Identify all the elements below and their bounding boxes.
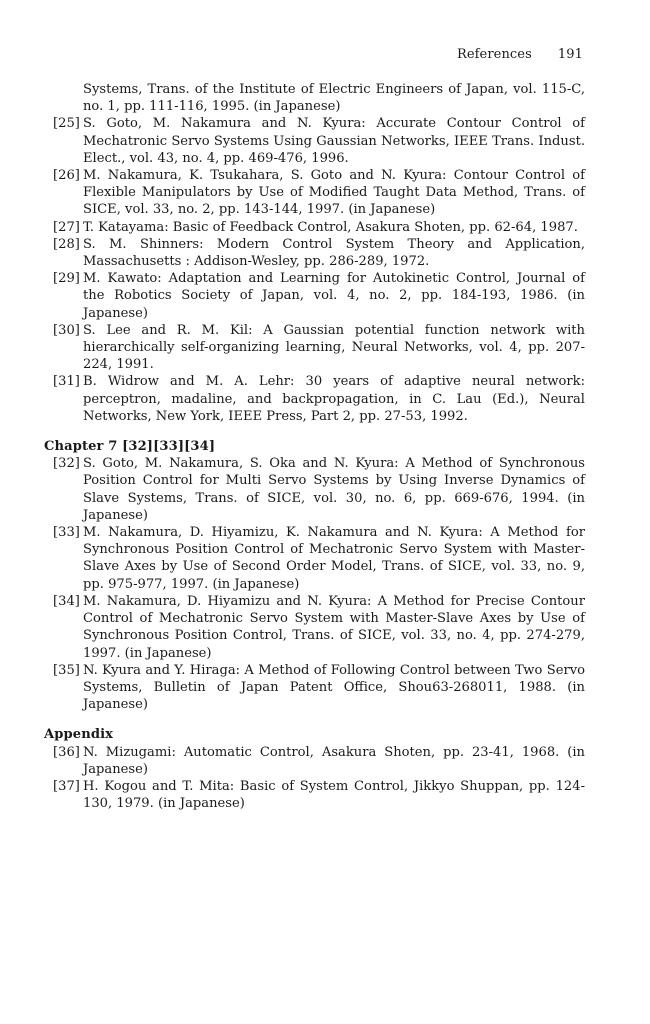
- reference-number: [31]: [53, 374, 80, 390]
- reference-continued: Systems, Trans. of the Institute of Electric Engineers of Japan, vol. 115-C, no. 1, pp. 111-116, 1995. (in Japanese): [83, 82, 585, 115]
- reference-number: [25]: [53, 116, 80, 132]
- reference-text: S. Goto, M. Nakamura, S. Oka and N. Kyura: A Method of Synchronous Position Control for Multi Servo Systems by Using Inverse Dynamics of Slave Systems, Trans. of SICE, vol. 30, no. 6, pp. 669-676, 1994. (in Japanese): [83, 456, 585, 523]
- reference-item: [44, 167, 585, 219]
- reference-item: [44, 115, 585, 167]
- reference-number: [35]: [53, 662, 80, 678]
- reference-item: [44, 593, 585, 662]
- reference-list: [44, 81, 585, 812]
- section-heading-appendix: Appendix: [44, 727, 114, 743]
- reference-number: [29]: [53, 271, 80, 287]
- reference-number: [33]: [53, 525, 80, 541]
- reference-number: [36]: [53, 744, 80, 760]
- reference-item: [44, 524, 585, 593]
- reference-item: [44, 236, 585, 270]
- reference-item: [44, 322, 585, 374]
- reference-number: [27]: [53, 219, 80, 235]
- running-head-title: References: [456, 47, 532, 62]
- reference-text: S. M. Shinners: Modern Control System Theory and Application, Massachusetts : Addison-Wesley, pp. 286-289, 1972.: [83, 236, 585, 270]
- reference-text: B. Widrow and M. A. Lehr: 30 years of adaptive neural network: perceptron, madaline, and backpropagation, in C. Lau (Ed.), Neural Networks, New York, IEEE Press, Part 2, pp. 27-53, 1992.: [83, 374, 585, 424]
- reference-number: [26]: [53, 168, 80, 184]
- reference-text: M. Nakamura, D. Hiyamizu and N. Kyura: A Method for Precise Contour Control of Mechatronic Servo System with Master-Slave Axes by Use of Synchronous Position Control, Trans. of SICE, vol. 33, no. 4, pp. 274-279, 1997. (in Japanese): [83, 593, 585, 661]
- reference-number: [28]: [53, 236, 80, 252]
- reference-number: [34]: [53, 593, 80, 609]
- page-number: 191: [557, 47, 583, 62]
- reference-text: M. Nakamura, D. Hiyamizu, K. Nakamura and N. Kyura: A Method for Synchronous Position Control of Mechatronic Servo System with Master-Slave Axes by Use of Second Order Model, Trans. of SICE, vol. 33, no. 9, pp. 975-977, 1997. (in Japanese): [83, 525, 585, 592]
- reference-item: [44, 270, 585, 322]
- running-head: [457, 47, 583, 62]
- reference-item: [44, 662, 585, 714]
- reference-text: S. Goto, M. Nakamura and N. Kyura: Accurate Contour Control of Mechatronic Servo Systems Using Gaussian Networks, IEEE Trans. Indust. Elect., vol. 43, no. 4, pp. 469-476, 1996.: [83, 116, 585, 166]
- section-heading-chapter-7: Chapter 7 [32][33][34]: [44, 439, 216, 455]
- reference-text: S. Lee and R. M. Kil: A Gaussian potential function network with hierarchically self-organizing learning, Neural Networks, vol. 4, pp. 207-224, 1991.: [83, 322, 585, 373]
- reference-number: [32]: [53, 456, 80, 472]
- reference-item: [44, 455, 585, 524]
- reference-item: [44, 778, 585, 812]
- reference-text: M. Nakamura, K. Tsukahara, S. Goto and N. Kyura: Contour Control of Flexible Manipulators by Use of Modified Taught Data Method, Trans. of SICE, vol. 33, no. 2, pp. 143-144, 1997. (in Japanese): [83, 168, 585, 218]
- reference-text: N. Mizugami: Automatic Control, Asakura Shoten, pp. 23-41, 1968. (in Japanese): [83, 744, 585, 777]
- reference-text: T. Katayama: Basic of Feedback Control, Asakura Shoten, pp. 62-64, 1987.: [83, 219, 578, 235]
- reference-text: H. Kogou and T. Mita: Basic of System Control, Jikkyo Shuppan, pp. 124-130, 1979. (in Japanese): [83, 778, 585, 812]
- reference-item: [44, 373, 585, 425]
- reference-text: M. Kawato: Adaptation and Learning for Autokinetic Control, Journal of the Robotics Society of Japan, vol. 4, no. 2, pp. 184-193, 1986. (in Japanese): [83, 271, 585, 321]
- reference-number: [30]: [53, 322, 80, 338]
- reference-item: [44, 744, 585, 778]
- reference-number: [37]: [53, 778, 80, 794]
- reference-text: N. Kyura and Y. Hiraga: A Method of Following Control between Two Servo Systems, Bulletin of Japan Patent Office, Shou63-268011, 1988. (in Japanese): [83, 662, 585, 713]
- reference-item: [44, 219, 585, 236]
